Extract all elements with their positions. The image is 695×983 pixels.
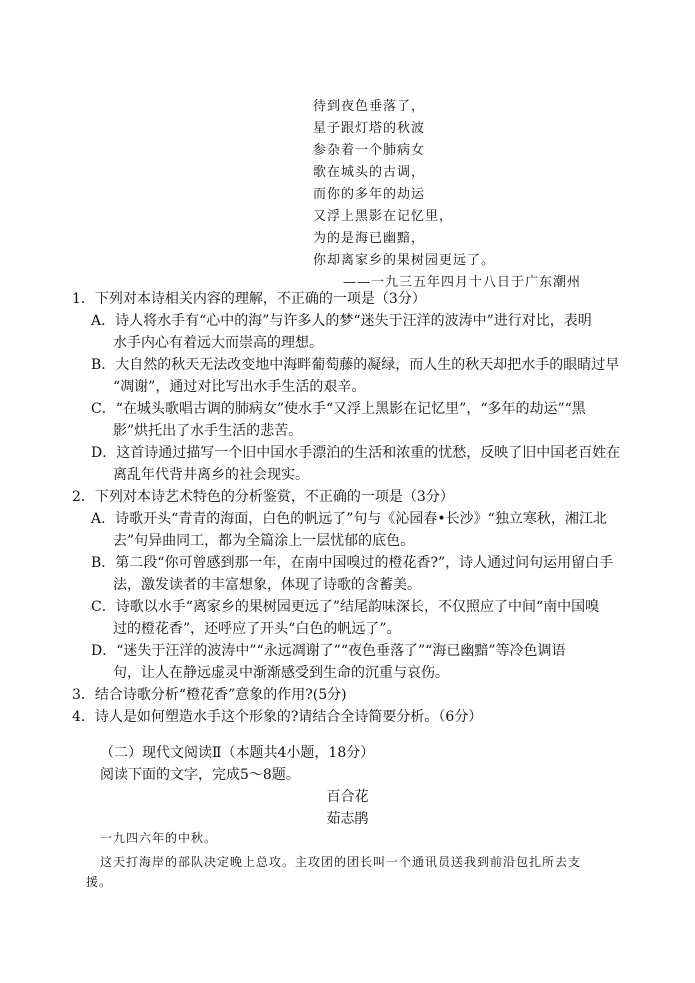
question-2-option-a: A．诗歌开头“青青的海面，白色的帆远了”句与《沁园春•长沙》“独立寒秋，湘江北 — [91, 511, 607, 527]
poem-line: 为的是海已幽黯， — [313, 231, 426, 246]
poem-line: 而你的多年的劫运 — [313, 187, 426, 202]
question-1-option-c: C．“在城头歌唱古调的肺病女”使水手“又浮上黑影在记忆里”，“多年的劫运”“黑 — [91, 401, 586, 417]
question-1-option-d-cont: 离乱年代背井离乡的社会现实。 — [113, 467, 309, 483]
question-1-option-a: A．诗人将水手有“心中的海”与许多人的梦“迷失于汪洋的波涛中”进行对比，表明 — [91, 313, 592, 329]
section-instruction: 阅读下面的文字，完成5～8题。 — [100, 767, 300, 783]
question-1-option-b-cont: “凋谢”，通过对比写出水手生活的艰辛。 — [113, 379, 366, 395]
story-paragraph: 这天打海岸的部队决定晚上总攻。主攻团的团长叫一个通讯员送我到前沿包扎所去支 — [100, 855, 582, 869]
question-1-stem: 1．下列对本诗相关内容的理解，不正确的一项是（3分） — [72, 291, 426, 307]
question-2-option-c-cont: 过的橙花香”，还呼应了开头“白色的帆远了”。 — [113, 621, 401, 637]
section-heading: （二）现代文阅读Ⅱ（本题共4小题，18分） — [100, 745, 375, 761]
question-1-option-b: B．大自然的秋天无法改变地中海畔葡萄藤的凝绿，而人生的秋天却把水手的眼睛过早 — [91, 357, 620, 373]
poem-date: ——一九三五年四月十八日于广东潮州 — [343, 275, 582, 290]
story-title: 百合花 — [326, 789, 369, 805]
question-2-option-a-cont: 去”句异曲同工，都为全篇涂上一层忧郁的底色。 — [113, 533, 415, 549]
poem-line: 参杂着一个肺病女 — [313, 143, 426, 158]
poem-line: 星子跟灯塔的秋波 — [313, 121, 426, 136]
question-2-option-b-cont: 法，激发读者的丰富想象，体现了诗歌的含蓄美。 — [113, 577, 421, 593]
poem-line: 待到夜色垂落了， — [313, 99, 426, 114]
story-paragraph-cont: 援。 — [86, 875, 113, 889]
question-1-option-c-cont: 影”烘托出了水手生活的悲苦。 — [113, 423, 303, 439]
poem-line: 又浮上黑影在记忆里， — [313, 209, 454, 224]
question-2-option-c: C．诗歌以水手“离家乡的果树园更远了”结尾韵味深长，不仅照应了中间“南中国嗅 — [91, 599, 600, 615]
story-author: 茹志鹃 — [326, 811, 369, 827]
story-paragraph: 一九四六年的中秋。 — [100, 831, 218, 845]
question-1-option-a-cont: 水手内心有着远大而崇高的理想。 — [113, 335, 323, 351]
poem-line: 你却离家乡的果树园更远了。 — [313, 253, 496, 268]
question-2-option-b: B．第二段“你可曾感到那一年，在南中国嗅过的橙花香?”，诗人通过问句运用留白手 — [91, 555, 614, 571]
question-4: 4．诗人是如何塑造水手这个形象的?请结合全诗简要分析。（6分） — [72, 709, 483, 725]
question-2-stem: 2．下列对本诗艺术特色的分析鉴赏，不正确的一项是（3分） — [72, 489, 454, 505]
poem-block — [313, 96, 581, 294]
question-3: 3．结合诗歌分析“橙花香”意象的作用?(5分) — [72, 687, 347, 703]
question-2-option-d: D．“迷失于汪洋的波涛中”“永远凋谢了”“夜色垂落了”“海已幽黯”等冷色调语 — [91, 643, 566, 659]
question-2-option-d-cont: 句，让人在静远虚灵中渐渐感受到生命的沉重与哀伤。 — [113, 665, 449, 681]
question-1-option-d: D．这首诗通过描写一个旧中国水手漂泊的生活和浓重的忧愁，反映了旧中国老百姓在 — [91, 445, 621, 461]
poem-line: 歌在城头的古调， — [313, 165, 426, 180]
